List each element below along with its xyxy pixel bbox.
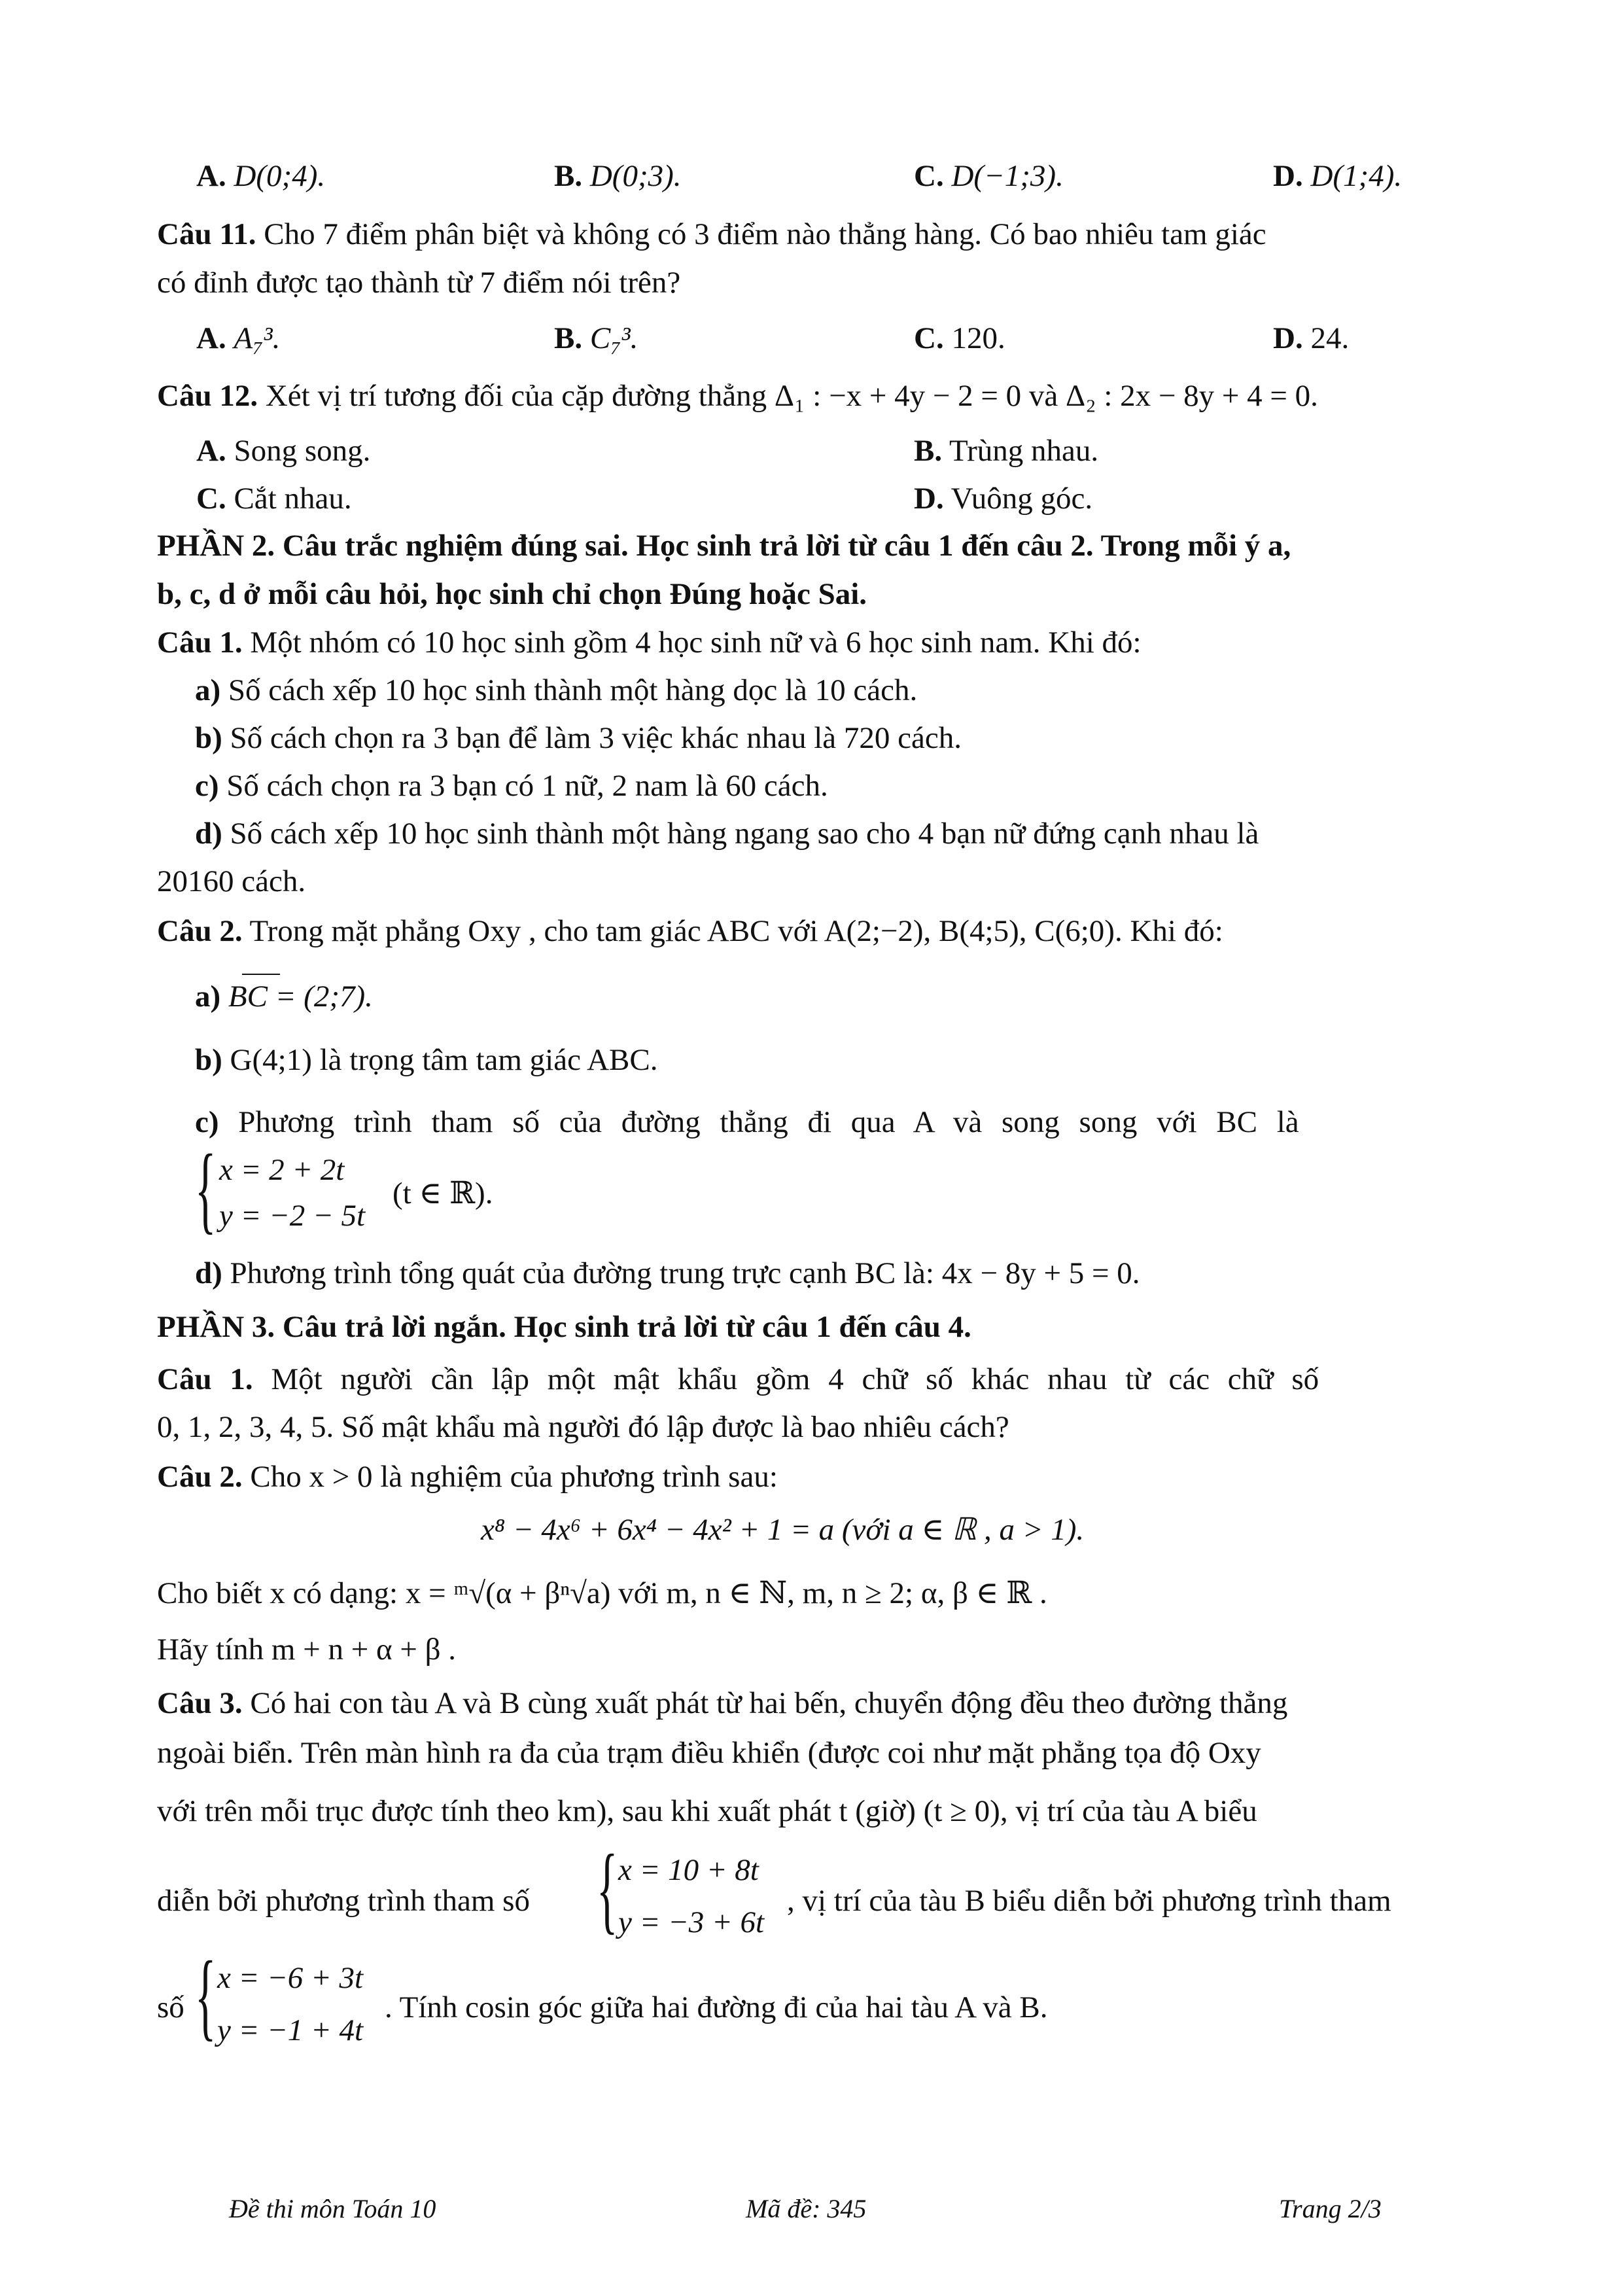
p2q2-stem [157,913,1223,949]
p3q2-equation: x⁸ − 4x⁶ + 6x⁴ − 4x² + 1 = a (với a ∈ ℝ , a > 1). [481,1513,1085,1547]
option-label: A. [196,321,226,355]
q11-option-d [1273,321,1349,356]
q11-option-c [914,321,1005,356]
p3q3-line2: ngoài biển. Trên màn hình ra đa của trạm điều khiển (được coi như mặt phẳng tọa độ Oxy [157,1736,1261,1770]
option-label: B. [554,159,583,193]
question-label: Câu 1. [157,626,243,660]
option-label: C. [914,321,944,355]
item-text: Số cách chọn ra 3 bạn có 1 nữ, 2 nam là 60 cách. [226,769,828,803]
item-label: d) [195,1256,222,1290]
p3q1-line2: 0, 1, 2, 3, 4, 5. Số mật khẩu mà người đó lập được là bao nhiêu cách? [157,1410,1009,1444]
p2q1-d-cont: 20160 cách. [157,864,306,898]
item-label: b) [195,721,222,755]
q10-option-a [196,158,325,194]
question-label: Câu 2. [157,1460,243,1494]
part3-heading: PHẦN 3. Câu trả lời ngắn. Học sinh trả lời từ câu 1 đến câu 4. [157,1310,971,1344]
q11-line2: có đỉnh được tạo thành từ 7 điểm nói trên? [157,266,681,300]
q10-option-d [1273,158,1402,194]
p2q1-stem [157,624,1142,661]
part2-heading-line2: b, c, d ở mỗi câu hỏi, học sinh chỉ chọn Đúng hoặc Sai. [157,577,867,611]
question-text: Một người cần lập một mật khẩu gồm 4 chữ số khác nhau từ các chữ số [271,1362,1319,1396]
question-label: Câu 12. [157,379,258,413]
item-text: Số cách chọn ra 3 bạn để làm 3 việc khác nhau là 720 cách. [230,721,962,755]
item-label: d) [195,817,222,851]
item-label: c) [195,769,219,803]
system-brace: { [195,1941,217,2050]
item-text: Số cách xếp 10 học sinh thành một hàng dọc là 10 cách. [228,673,918,707]
option-value: Cắt nhau. [234,482,352,516]
option-value: C₇³. [589,321,638,355]
p3q3-line5b: . Tính cosin góc giữa hai đường đi của hai tàu A và B. [385,1990,1048,2024]
option-value: Vuông góc. [951,482,1093,516]
question-label: Câu 1. [157,1362,253,1396]
p2q2-sys-line1: x = 2 + 2t [219,1153,345,1187]
option-value: D(0;3). [589,159,682,193]
p3q3-sysA-line2: y = −3 + 6t [618,1905,765,1939]
option-label: C. [914,159,944,193]
q12-option-b [914,433,1098,468]
option-label: A. [196,434,226,468]
question-label: Câu 11. [157,217,256,251]
q11-line1 [157,216,1266,253]
footer-exam-code: Mã đề: 345 [746,2194,867,2223]
q11-option-a [196,321,280,356]
q11-option-b [554,321,638,356]
option-label: D. [1273,159,1303,193]
p2q1-b [195,720,962,756]
p3q3-sysB-line2: y = −1 + 4t [217,2013,364,2047]
question-text: Một nhóm có 10 học sinh gồm 4 học sinh nữ và 6 học sinh nam. Khi đó: [250,626,1142,660]
p2q2-b [195,1042,658,1078]
p3q3-sysA-line1: x = 10 + 8t [618,1853,759,1887]
option-value: 120. [951,321,1005,355]
question-label: Câu 3. [157,1686,243,1720]
p3q3-line4b: , vị trí của tàu B biểu diễn bởi phương trình tham [787,1884,1391,1918]
p2q2-param: (t ∈ ℝ). [393,1176,493,1210]
item-label: a) [195,980,221,1014]
item-text: Phương trình tham số của đường thẳng đi qua A và song song với BC là [238,1105,1299,1139]
p2q1-d [195,815,1259,852]
question-text: Trong mặt phẳng Oxy , cho tam giác ABC với A(2;−2), B(4;5), C(6;0). Khi đó: [249,914,1223,948]
p2q2-d [195,1255,1140,1292]
p2q2-a [195,978,373,1015]
q12-option-a [196,433,370,468]
p3q3-line1 [157,1685,1287,1722]
footer-page-number: Trang 2/3 [1279,2194,1382,2223]
option-value: Song song. [234,434,371,468]
option-value: 24. [1310,321,1350,355]
p3q3-sysB-line1: x = −6 + 3t [217,1961,364,1995]
item-text: Phương trình tổng quát của đường trung trực cạnh BC là: 4x − 8y + 5 = 0. [230,1256,1140,1290]
option-value: Trùng nhau. [949,434,1099,468]
question-text: Xét vị trí tương đối của cặp đường thẳng Δ₁ : −x + 4y − 2 = 0 và Δ₂ : 2x − 8y + 4 = 0. [265,379,1318,413]
system-brace: { [597,1835,618,1943]
option-label: A. [196,159,226,193]
p3q3-line3: với trên mỗi trục được tính theo km), sau khi xuất phát t (giờ) (t ≥ 0), vị trí của tàu A biểu [157,1794,1257,1828]
p3q1-line1 [157,1361,1319,1398]
part2-heading-line1: PHẦN 2. Câu trắc nghiệm đúng sai. Học sinh trả lời từ câu 1 đến câu 2. Trong mỗi ý a, [157,529,1291,563]
p3q2-line1 [157,1458,778,1495]
option-value: D(−1;3). [951,159,1064,193]
system-brace: { [195,1135,217,1243]
question-text: Cho 7 điểm phân biệt và không có 3 điểm nào thẳng hàng. Có bao nhiêu tam giác [264,217,1266,251]
question-text: Có hai con tàu A và B cùng xuất phát từ hai bến, chuyển động đều theo đường thẳng [250,1686,1288,1720]
question-label: Câu 2. [157,914,243,948]
option-label: B. [554,321,583,355]
p2q2-sys-line2: y = −2 − 5t [219,1199,366,1233]
option-label: B. [914,434,943,468]
item-text: Số cách xếp 10 học sinh thành một hàng ngang sao cho 4 bạn nữ đứng cạnh nhau là [230,817,1259,851]
p3q2-line3: Cho biết x có dạng: x = ᵐ√(α + βⁿ√a) với m, n ∈ ℕ, m, n ≥ 2; α, β ∈ ℝ . [157,1576,1047,1610]
p2q2-c [195,1104,1299,1140]
option-value: A₇³. [234,321,281,355]
q10-option-b [554,158,682,194]
item-label: c) [195,1105,219,1139]
p2q1-a [195,672,917,709]
item-text: G(4;1) là trọng tâm tam giác ABC. [230,1043,658,1077]
footer-subject: Đề thi môn Toán 10 [229,2194,436,2223]
item-label: a) [195,673,221,707]
option-value: D(1;4). [1310,159,1403,193]
q12-option-d [914,481,1092,516]
option-label: D. [914,482,944,516]
p2q1-c [195,768,828,804]
option-value: D(0;4). [234,159,326,193]
q10-option-c [914,158,1064,194]
p3q2-line4: Hãy tính m + n + α + β . [157,1633,457,1667]
item-label: b) [195,1043,222,1077]
p3q3-line4a: diễn bởi phương trình tham số [157,1884,530,1918]
question-text: Cho x > 0 là nghiệm của phương trình sau: [250,1460,778,1494]
vector-arrow [242,974,280,975]
q12-option-c [196,481,352,516]
q12-line [157,378,1318,414]
item-text: BC = (2;7). [228,980,373,1014]
option-label: D. [1273,321,1303,355]
option-label: C. [196,482,226,516]
p3q3-line5a: số [157,1990,184,2024]
